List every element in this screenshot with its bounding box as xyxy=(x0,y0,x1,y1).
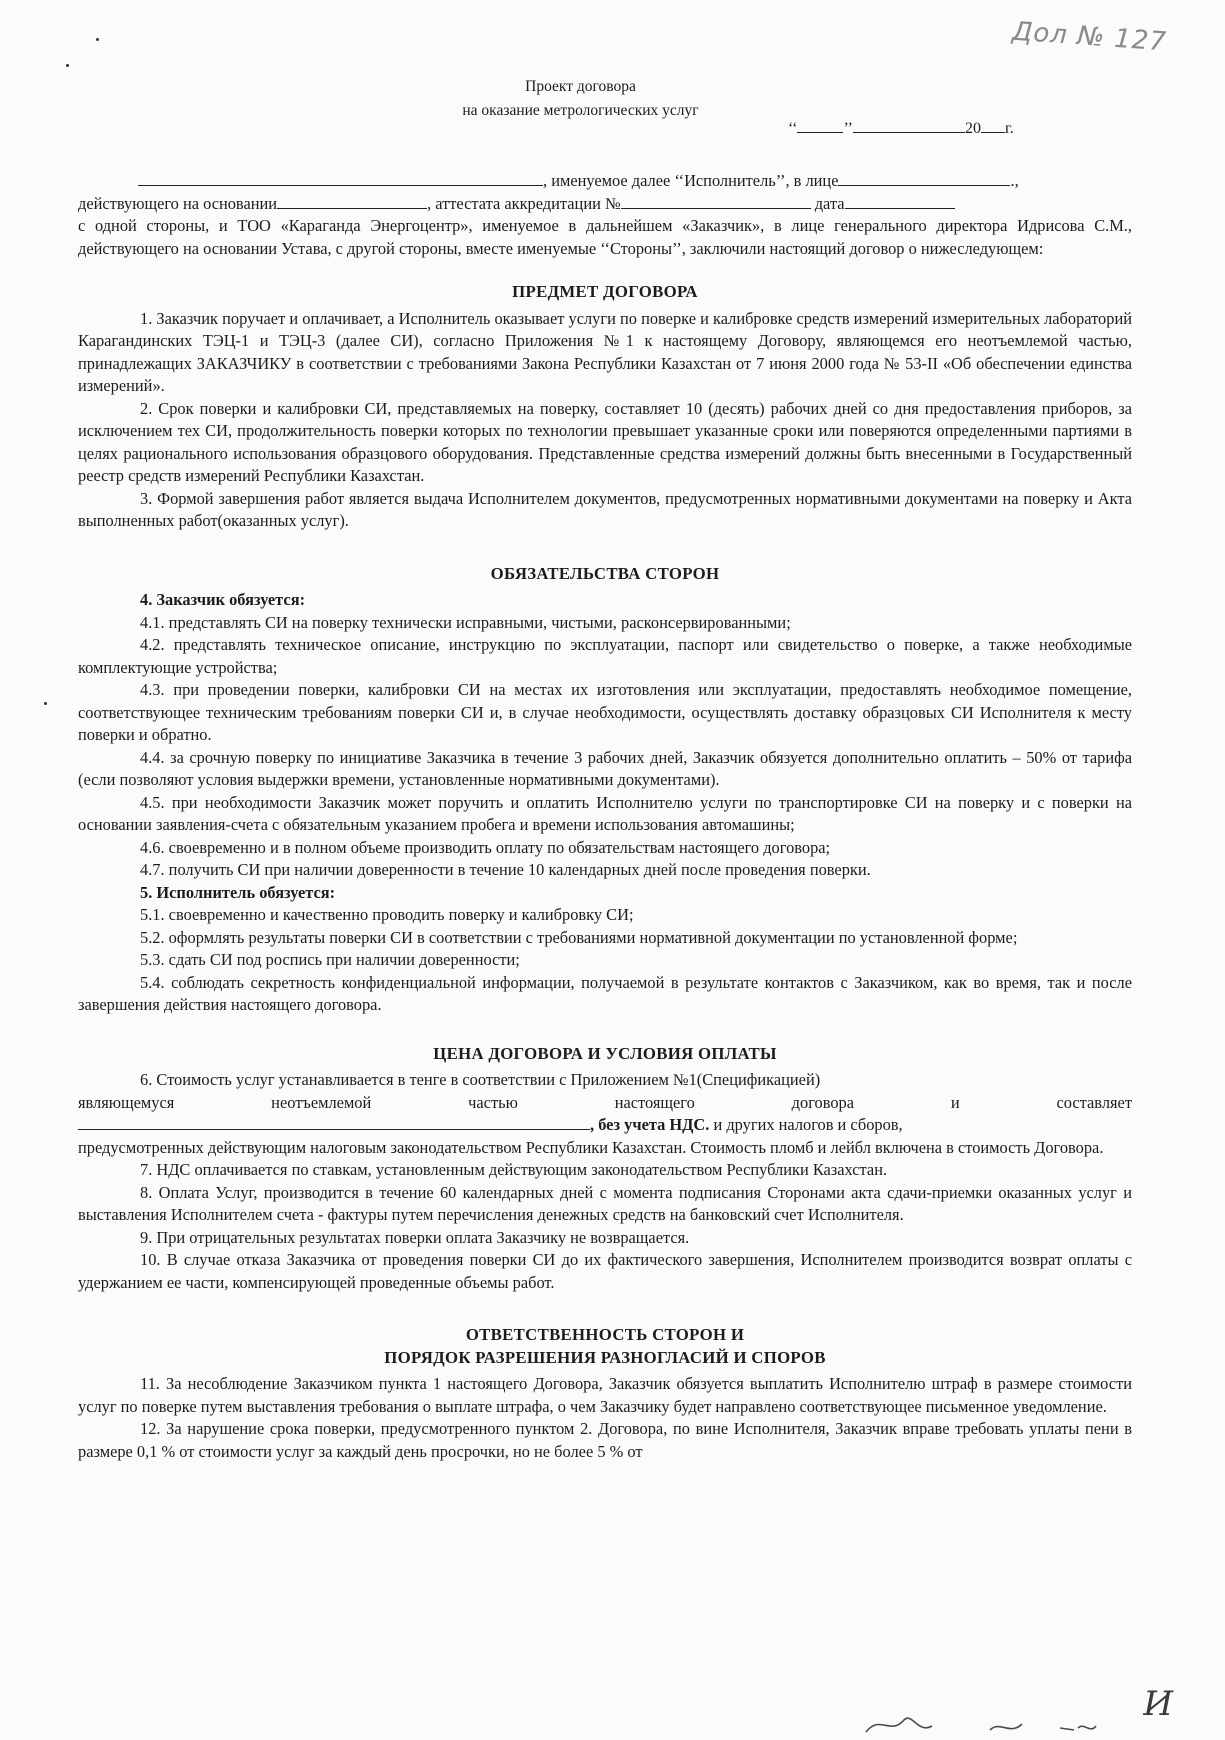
clause-5-3: 5.3. сдать СИ под роспись при наличии доверенности; xyxy=(140,950,520,969)
preamble-line-2: действующего на основании , аттестата аккредитации № дата xyxy=(78,193,1132,216)
section-title-obligations: ОБЯЗАТЕЛЬСТВА СТОРОН xyxy=(490,563,720,583)
clause-4-3: 4.3. при проведении поверки, калибровки СИ на местах их изготовления или эксплуатации, предоставлять необходимое помещение, соответствующее техническим требованиям поверки СИ и, в случае необходимости, осуществлять доставку образцовых СИ Исполнителя к месту поверки и обратно. xyxy=(78,680,1132,744)
clause-5-4: 5.4. соблюдать секретность конфиденциальной информации, получаемой в результате контактов с Заказчиком, как во время, так и после завершения действия настоящего договора. xyxy=(78,972,1132,1014)
clause-3: 3. Формой завершения работ является выдача Исполнителем документов, предусмотренных нормативными документами на поверку и Акта выполненных работ(оказанных услуг). xyxy=(78,488,1132,530)
scan-speck xyxy=(96,38,99,41)
scan-speck xyxy=(44,702,47,705)
contract-subtitle: на оказание метрологических услуг xyxy=(462,102,699,119)
preamble-paragraph: с одной стороны, и ТОО «Караганда Энергоцентр», именуемое в дальнейшем «Заказчик», в лице генерального директора Идрисова С.М., действующего на основании Устава, с другой стороны, вместе именуемые ‘‘Стороны’’, заключили настоящий договор о нижеследующем: xyxy=(78,216,1132,258)
clause-11: 11. За несоблюдение Заказчиком пункта 1 настоящего Договора, Заказчик обязуется выплатить Исполнителю штраф в размере стоимости услуг по поверке путем выставления требования о выплате штрафа, о чем Заказчику будет направлено соответствующее письменное уведомление. xyxy=(78,1374,1132,1416)
clause-4-6: 4.6. своевременно и в полном объеме производить оплату по обязательствам настоящего договора; xyxy=(140,837,831,857)
section-title-liability: ОТВЕТСТВЕННОСТЬ СТОРОН И xyxy=(465,1325,745,1344)
date-line: ‘‘ ’’ 20 г. xyxy=(788,120,1014,137)
clause-6-line-1: 6. Стоимость услуг устанавливается в тенге в соответствии с Приложением №1(Спецификацией) xyxy=(140,1070,821,1089)
preamble-line-1: , именуемое далее ‘‘Исполнитель’’, в лице ., xyxy=(78,170,1132,193)
accreditation-date-blank xyxy=(845,207,955,209)
clause-8: 8. Оплата Услуг, производится в течение 60 календарных дней с момента подписания Сторонами акта сдачи-приемки оказанных услуг и выставления Исполнителем счета - фактуры путем перечисления денежных средств на банковский счет Исполнителя. xyxy=(78,1182,1132,1224)
clause-6-line-2: являющемуся неотъемлемой частью настоящего договора и составляет xyxy=(78,1092,1132,1112)
contract-amount-blank xyxy=(78,1128,590,1130)
clause-12: 12. За нарушение срока поверки, предусмотренного пунктом 2. Договора, по вине Исполнителя, Заказчик вправе требовать уплаты пени в размере 0,1 % от стоимости услуг за каждый день просрочки, но не более 5 % от xyxy=(78,1419,1132,1461)
clause-5-2: 5.2. оформлять результаты поверки СИ в соответствии с требованиями нормативной документации по установленной форме; xyxy=(140,927,1018,947)
clause-1: 1. Заказчик поручает и оплачивает, а Исполнитель оказывает услуги по поверке и калибровке средств измерений измерительных лабораторий Карагандинских ТЭЦ-1 и ТЭЦ-3 (далее СИ), согласно Приложения №1 к настоящему Договору, являющемся его неотъемлемой частью, принадлежащих ЗАКАЗЧИКУ в соответствии с требованиями Закона Республики Казахстан от 7 июня 2000 года № 53-II «Об обеспечении единства измерений». xyxy=(78,308,1132,395)
clause-6-line-4: предусмотренных действующим налоговым законодательством Республики Казахстан. Стоимость пломб и лейбл включена в стоимость Договора. xyxy=(78,1137,1104,1157)
clause-5-1: 5.1. своевременно и качественно проводить поверку и калибровку СИ; xyxy=(140,905,634,924)
clause-4-7: 4.7. получить СИ при наличии доверенности в течение 10 календарных дней после проведения поверки. xyxy=(140,860,871,879)
basis-blank xyxy=(277,207,427,209)
date-month-blank xyxy=(853,131,965,133)
clause-4-5: 4.5. при необходимости Заказчик может поручить и оплатить Исполнителю услуги по транспортировке СИ на поверку и с поверки на основании заявления-счета с обязательным указанием пробега и времени использования автомашины; xyxy=(78,792,1132,834)
clause-9: 9. При отрицательных результатах поверки оплата Заказчику не возвращается. xyxy=(140,1227,690,1247)
contract-title: Проект договора xyxy=(525,78,636,95)
clause-4-4: 4.4. за срочную поверку по инициативе Заказчика в течение 3 рабочих дней, Заказчик обязуется дополнительно оплатить – 50% от тарифа (если позволяют условия выдержки времени, установленные нормативными документами). xyxy=(78,747,1132,789)
clause-4-1: 4.1. представлять СИ на поверку технически исправными, чистыми, расконсервированными; xyxy=(140,612,791,632)
clause-2: 2. Срок поверки и калибровки СИ, представляемых на поверку, составляет 10 (десять) рабочих дней со дня предоставления приборов, за исключением тех СИ, продолжительность поверки которых по технологии превышает указанные сроки или поверяются определенными партиями в целях рационального использования образцового оборудования. Представленные средства измерений должны быть внесенными в Государственный реестр средств измерений Республики Казахстан. xyxy=(78,398,1132,485)
clause-4-2: 4.2. представлять техническое описание, инструкцию по эксплуатации, паспорт или свидетельство о поверке, а также необходимые комплектующие устройства; xyxy=(78,635,1132,677)
clause-6-line-3: , без учета НДС. и других налогов и сборов, xyxy=(78,1114,1132,1137)
date-open-quote: ‘‘ xyxy=(788,120,798,137)
section-title-disputes: ПОРЯДОК РАЗРЕШЕНИЯ РАЗНОГЛАСИЙ И СПОРОВ xyxy=(384,1347,826,1367)
scan-speck xyxy=(66,64,69,67)
initials-scrawl xyxy=(860,1706,1140,1740)
executor-name-blank xyxy=(138,184,543,186)
corner-initial: И xyxy=(1143,1684,1173,1724)
date-day-blank xyxy=(797,131,843,133)
clause-7: 7. НДС оплачивается по ставкам, установленным действующим законодательством Республики Казахстан. xyxy=(140,1160,888,1179)
clause-4-heading: 4. Заказчик обязуется: xyxy=(140,590,306,609)
clause-5-heading: 5. Исполнитель обязуется: xyxy=(140,882,336,902)
contract-body xyxy=(78,170,1132,1463)
representative-blank xyxy=(838,184,1010,186)
date-year-blank xyxy=(981,131,1005,133)
accreditation-number-blank xyxy=(621,207,811,209)
handwritten-note: Дол № 127 xyxy=(1011,16,1168,58)
section-title-subject: ПРЕДМЕТ ДОГОВОРА xyxy=(512,282,698,301)
section-title-price: ЦЕНА ДОГОВОРА И УСЛОВИЯ ОПЛАТЫ xyxy=(433,1043,777,1063)
clause-10: 10. В случае отказа Заказчика от проведения поверки СИ до их фактического завершения, Исполнителем производится возврат оплаты с удержанием ее части, компенсирующей проведенные объемы работ. xyxy=(78,1250,1132,1292)
